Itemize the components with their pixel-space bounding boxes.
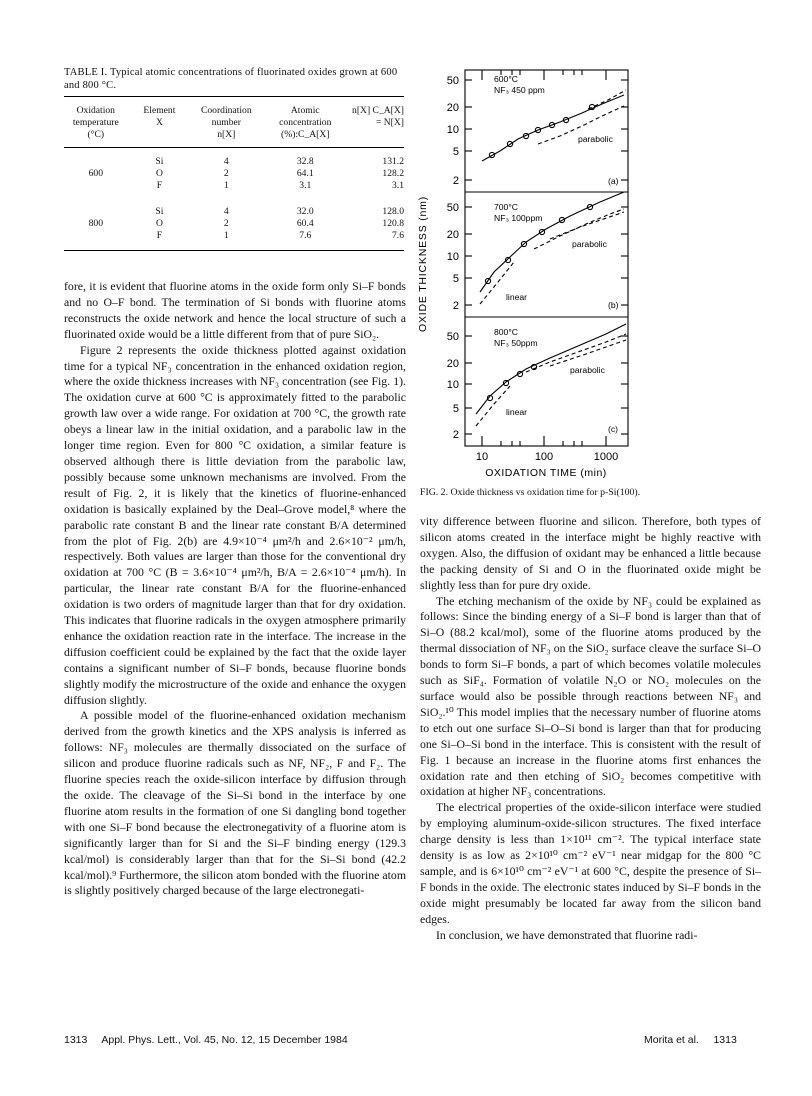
- panel-tag: (c): [608, 424, 619, 434]
- panel-c-points: [487, 364, 536, 400]
- footer-author-page: Morita et al. 1313: [644, 1034, 737, 1046]
- cell: [64, 180, 128, 198]
- atomic-concentration-table: [64, 96, 404, 251]
- paragraph: Figure 2 represents the oxide thickness plotted against oxidation time for a typical NF₃ concentration in the enhanced oxidation region, where the oxide thickness increases with NF₃ concentration (see Fig. 1). The oxidation curve at 600 °C is approximately fitted to the parabolic growth law over a wide range. For oxidation at 700 °C, the growth rate obeys a linear law in the initial oxidation, and a parabolic law in the longer time region. Even for 800 °C oxidation, a similar feature is observed although there is little deviation from the parabolic law, possibly because some unknown mechanisms are involved. From the result of Fig. 2, it is likely that the kinetics of fluorine-enhanced oxidation is basically explained by the Deal–Grove model,⁸ where the parabolic rate constant B and the linear rate constant B/A determined from the plot of Fig. 2(b) are 4.9×10⁻⁴ μm²/h and 2.6×10⁻² μm/h, respectively. Both values are larger than those for the conventional dry oxidation at 700 °C (B = 3.6×10⁻⁴ μm²/h, B/A = 2.6×10⁻⁴ μm/h). In particular, the linear rate constant B/A for the fluorine-enhanced oxidation is two orders of magnitude larger than that for dry oxidation. This indicates that fluorine radicals in the oxygen atmosphere primarily enhance the oxidation reaction rate in the interface. The increase in the diffusion coefficient could be explained by the fact that the oxide layer contains a significant number of Si–F bonds, because fluorine bonds slightly modify the microstructure of the oxide and enhance the oxygen diffusion slightly.: [64, 342, 406, 707]
- y-tick-label: 5: [452, 273, 459, 285]
- panel-condition: 600°C: [494, 74, 518, 84]
- footer-journal: 1313 Appl. Phys. Lett., Vol. 45, No. 12, 15 December 1984: [64, 1034, 348, 1046]
- header-product: n[X] C_A[X]: [349, 97, 404, 118]
- y-tick-label: 50: [446, 202, 459, 214]
- cell: O: [155, 218, 163, 229]
- cell: 600: [88, 168, 103, 179]
- table-row: [64, 230, 404, 251]
- y-tick-label: 5: [452, 146, 459, 158]
- x-tick-label: 100: [534, 451, 554, 463]
- y-tick-label: 50: [446, 331, 459, 343]
- table-row: [64, 218, 404, 230]
- cell: Si: [155, 206, 164, 217]
- linear-curve: [476, 386, 510, 426]
- y-tick-label: 20: [446, 102, 459, 114]
- cell: F: [128, 230, 192, 251]
- cell: 7.6: [349, 230, 404, 251]
- paragraph: A possible model of the fluorine-enhanced oxidation mechanism derived from the growth kinetics and the XPS analysis is inferred as follows: NF₃ molecules are thermally dissociated on the surface of silicon and produce fluorine radicals such as NF, NF₂, F and F₂. The fluorine species reach the oxide-silicon interface by diffusion through the oxide. The cleavage of the Si–Si bond in the interface by one fluorine atom results in the formation of one Si dangling bond together with one Si–F bond because the electronegativity of a fluorine atom is significantly larger than for Si and the Si–F binding energy (129.3 kcal/mol) is considerably larger than that for the Si–Si bond (42.2 kcal/mol).⁹ Furthermore, the silicon atom bonded with the fluorine atom is slightly positively charged because of the large electronegati-: [64, 708, 406, 898]
- cell: 2: [223, 218, 229, 229]
- cell: 128.0: [382, 206, 404, 217]
- y-tick-label: 10: [446, 124, 459, 136]
- cell: 32.0: [296, 206, 314, 217]
- panel-condition: NF₃ 100ppm: [494, 213, 543, 223]
- panel-condition: 700°C: [494, 202, 518, 212]
- cell: 60.4: [296, 218, 314, 229]
- y-tick-label: 20: [446, 229, 459, 241]
- header-temperature: temperature: [72, 117, 119, 128]
- y-tick-label: 20: [446, 358, 459, 370]
- header-number: number: [211, 117, 241, 128]
- paragraph: The electrical properties of the oxide-silicon interface were studied by employing aluminum-oxide-silicon structures. The fixed interface charge density is less than 1×10¹¹ cm⁻². The typical interface state density is as low as 2×10¹⁰ cm⁻² eV⁻¹ near midgap for the 800 °C sample, and is 6×10¹⁰ cm⁻² eV⁻¹ at 600 °C, despite the presence of Si–F bonds in the oxide. The electronic states induced by Si–F bonds in the oxide might presumably be located far away from the silicon band edges.: [420, 800, 761, 926]
- y-tick-label: 2: [452, 175, 459, 187]
- y-tick-label: 2: [452, 300, 459, 312]
- header-coordination: Coordination: [191, 97, 261, 118]
- x-axis-label: OXIDATION TIME (min): [485, 467, 607, 479]
- cell: [64, 230, 128, 251]
- table-row: [64, 180, 404, 198]
- cell: 1: [191, 230, 261, 251]
- paragraph: In conclusion, we have demonstrated that fluorine radi-: [436, 927, 698, 942]
- cell: [64, 198, 128, 218]
- cell: 64.1: [296, 168, 314, 179]
- table-row: [64, 198, 404, 218]
- x-tick-label: 10: [475, 451, 489, 463]
- panel-tag: (a): [608, 176, 619, 186]
- right-text-column: [420, 514, 761, 943]
- y-tick-label: 50: [446, 75, 459, 87]
- paragraph: The etching mechanism of the oxide by NF₃ could be explained as follows: Since the binding energy of a Si–F bond is larger than that of Si–O (88.2 kcal/mol), some of the fluorine atoms produced by the thermal dissociation of NF₃ on the SiO₂ surface cleave the surface Si–O bonds to form Si–F bonds, a part of which becomes volatile molecules such as SiF₄. Formation of volatile N₂O or NO₂ molecules on the surface would also be possible through reactions between NF₃ and SiO₂.¹⁰ This model implies that the necessary number of fluorine atoms to etch out one surface Si–O–Si bond is larger than that for producing one Si–O–Si bond in the interface. This is consistent with the result of Fig. 1 because an increase in the fluorine atoms first enhances the oxidation rate and then etching of SiO₂ becomes competitive with oxidation at higher NF₃ concentrations.: [420, 593, 761, 799]
- cell: Si: [155, 156, 164, 167]
- cell: 3.1: [299, 180, 312, 191]
- y-axis-label: OXIDE THICKNESS (nm): [417, 196, 429, 332]
- panel-condition: NF₃ 50ppm: [494, 338, 538, 348]
- cell: O: [155, 168, 163, 179]
- cell: 120.8: [382, 218, 404, 229]
- curve-label: parabolic: [570, 365, 605, 375]
- cell: 7.6: [261, 230, 349, 251]
- cell: 32.8: [296, 156, 314, 167]
- curve-label: linear: [506, 407, 528, 417]
- curve-label: parabolic: [578, 134, 613, 144]
- table-row: [64, 148, 404, 169]
- panel-tag: (b): [608, 300, 619, 310]
- y-tick-label: 5: [452, 403, 459, 415]
- panel-condition: 800°C: [494, 327, 518, 337]
- table-row: [64, 168, 404, 180]
- table-caption: TABLE I. Typical atomic concentrations of fluorinated oxides grown at 600 and 800 °C.: [64, 67, 398, 91]
- header-concentration: concentration: [279, 117, 332, 128]
- panel-a-points: [489, 104, 594, 157]
- header-element: Element: [128, 97, 192, 118]
- header-atomic: Atomic: [261, 97, 349, 118]
- header-nx-sym: n[X]: [191, 129, 261, 148]
- cell: 1: [223, 180, 229, 191]
- cell: 800: [88, 218, 103, 229]
- cell: 3.1: [392, 180, 404, 191]
- y-tick-label: 10: [446, 251, 459, 263]
- oxidation-figure: [410, 64, 770, 484]
- parabolic-curve: [588, 90, 626, 109]
- cell: F: [156, 180, 163, 191]
- header-element-x: X: [155, 117, 163, 128]
- header-nx: = N[X]: [375, 117, 404, 128]
- header-unit: (°C): [64, 129, 128, 148]
- paragraph: vity difference between fluorine and silicon. Therefore, both types of silicon atoms created in the interface might be highly reactive with oxygen. Also, the diffusion of oxidant may be enhanced a little because the packing density of Si and O in the fluorinated oxide might be slightly less than for pure dry oxide.: [420, 514, 761, 592]
- x-axis-ticks: [482, 70, 606, 446]
- cell: 131.2: [382, 156, 404, 167]
- curve-label: linear: [506, 292, 528, 302]
- header-ca: (%):C_A[X]: [261, 129, 349, 148]
- y-tick-label: 10: [446, 379, 459, 391]
- y-tick-label: 2: [452, 429, 459, 441]
- figure-caption: FIG. 2. Oxide thickness vs oxidation time for p-Si(100).: [420, 487, 641, 498]
- cell: 128.2: [382, 168, 404, 179]
- left-text-column: [64, 279, 406, 899]
- cell: [64, 148, 128, 169]
- cell: 4: [223, 156, 229, 167]
- cell: 4: [223, 206, 229, 217]
- paragraph: fore, it is evident that fluorine atoms in the oxide form only Si–F bonds and no O–F bond. The termination of Si bonds with fluorine atoms reconstructs the oxide network and hence the local structure of such a fluorinated oxide would be a little different from that of pure SiO₂.: [64, 279, 406, 341]
- curve-label: parabolic: [572, 239, 607, 249]
- cell: 2: [223, 168, 229, 179]
- panel-condition: NF₃ 450 ppm: [494, 85, 545, 95]
- header-oxidation: Oxidation: [64, 97, 128, 118]
- x-tick-label: 1000: [593, 451, 619, 463]
- fit-curve: [482, 95, 624, 161]
